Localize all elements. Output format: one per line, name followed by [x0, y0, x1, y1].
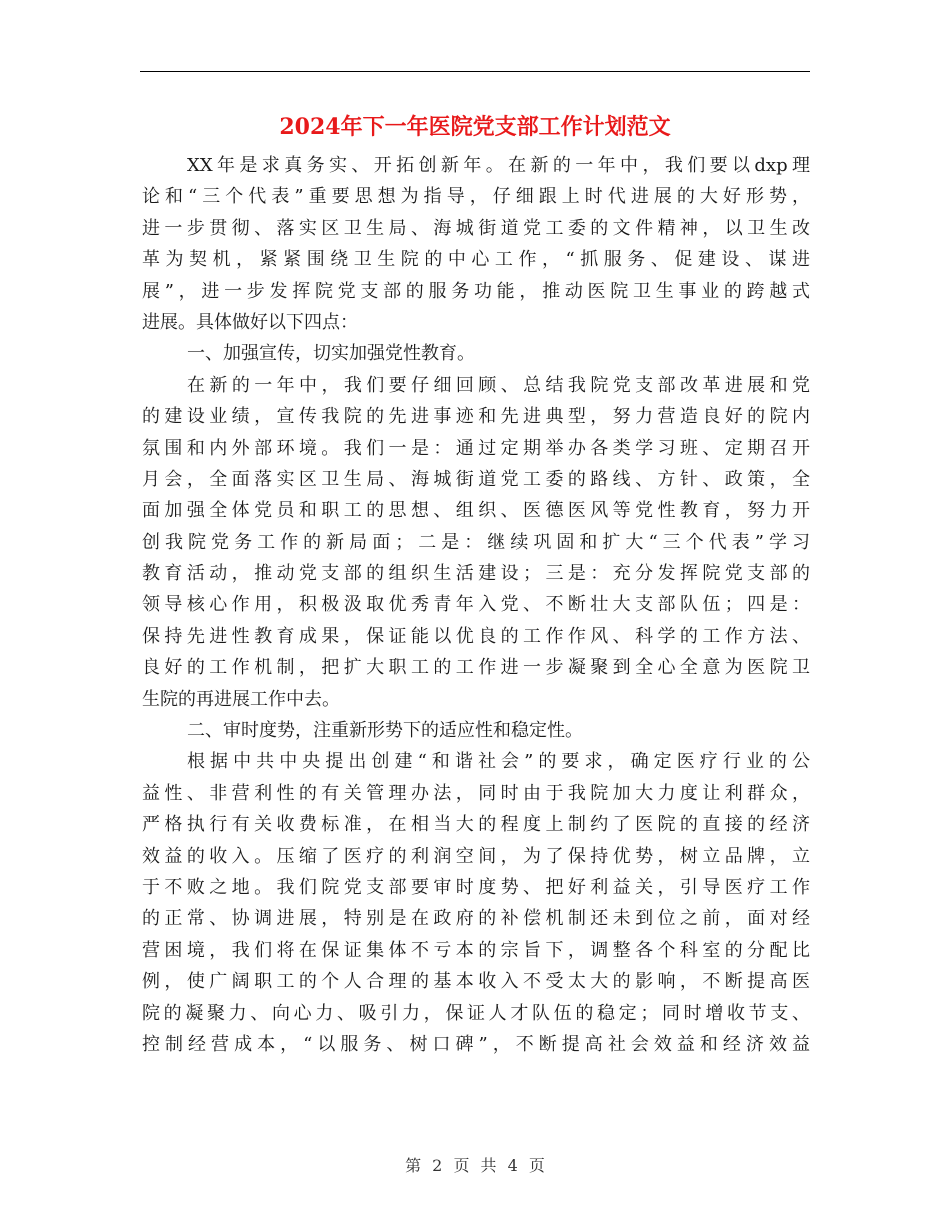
body-line: 营困境，我们将在保证集体不亏本的宗旨下，调整各个科室的分配比: [142, 939, 810, 961]
body-line: 于不败之地。我们院党支部要审时度势、把好利益关，引导医疗工作: [142, 876, 810, 898]
body-line: 创我院党务工作的新局面；二是：继续巩固和扩大“三个代表”学习: [142, 531, 810, 553]
body-line: 一、加强宣传，切实加强党性教育。: [187, 343, 475, 365]
header-rule: [140, 71, 810, 72]
body-line: 控制经营成本，“以服务、树口碑”，不断提高社会效益和经济效益: [142, 1033, 810, 1055]
body-line: 良好的工作机制，把扩大职工的工作进一步凝聚到全心全意为医院卫: [142, 657, 810, 679]
body-line: 展”，进一步发挥院党支部的服务功能，推动医院卫生事业的跨越式: [142, 280, 810, 302]
document-title: 2024年下一年医院党支部工作计划范文: [279, 114, 671, 140]
body-line: 严格执行有关收费标准，在相当大的程度上制约了医院的直接的经济: [142, 814, 810, 836]
body-line: 院的凝聚力、向心力、吸引力，保证人才队伍的稳定；同时增收节支、: [142, 1002, 810, 1024]
body-line: 月会，全面落实区卫生局、海城街道党工委的路线、方针、政策，全: [142, 468, 810, 490]
body-line: 例，使广阔职工的个人合理的基本收入不受太大的影响，不断提高医: [142, 971, 810, 993]
body-line: 的正常、协调进展，特别是在政府的补偿机制还未到位之前，面对经: [142, 908, 810, 930]
body-line: XX年是求真务实、开拓创新年。在新的一年中，我们要以dxp理: [187, 155, 810, 176]
body-line: 效益的收入。压缩了医疗的利润空间，为了保持优势，树立品牌，立: [142, 845, 810, 867]
document-body: [142, 150, 810, 1060]
body-line: 益性、非营利性的有关管理办法，同时由于我院加大力度让利群众，: [142, 782, 810, 804]
body-line: 的建设业绩，宣传我院的先进事迹和先进典型，努力营造良好的院内: [142, 406, 810, 428]
page-number: 第 2 页 共 4 页: [405, 1156, 545, 1175]
body-line: 二、审时度势，注重新形势下的适应性和稳定性。: [187, 720, 583, 742]
body-line: 革为契机，紧紧围绕卫生院的中心工作，“抓服务、促建设、谋进: [142, 249, 810, 271]
body-line: 进一步贯彻、落实区卫生局、海城街道党工委的文件精神，以卫生改: [142, 217, 810, 239]
body-line: 氛围和内外部环境。我们一是：通过定期举办各类学习班、定期召开: [142, 437, 810, 459]
body-line: 生院的再进展工作中去。: [142, 688, 340, 710]
body-line: 面加强全体党员和职工的思想、组织、医德医风等党性教育，努力开: [142, 500, 810, 522]
body-line: 根据中共中央提出创建“和谐社会”的要求，确定医疗行业的公: [187, 751, 810, 773]
body-line: 在新的一年中，我们要仔细回顾、总结我院党支部改革进展和党: [187, 374, 810, 396]
body-line: 领导核心作用，积极汲取优秀青年入党、不断壮大支部队伍；四是：: [142, 594, 810, 616]
body-line: 进展。具体做好以下四点：: [142, 311, 358, 333]
body-line: 保持先进性教育成果，保证能以优良的工作作风、科学的工作方法、: [142, 625, 810, 647]
body-line: 论和“三个代表”重要思想为指导，仔细跟上时代进展的大好形势，: [142, 186, 810, 208]
body-line: 教育活动，推动党支部的组织生活建设；三是：充分发挥院党支部的: [142, 563, 810, 585]
